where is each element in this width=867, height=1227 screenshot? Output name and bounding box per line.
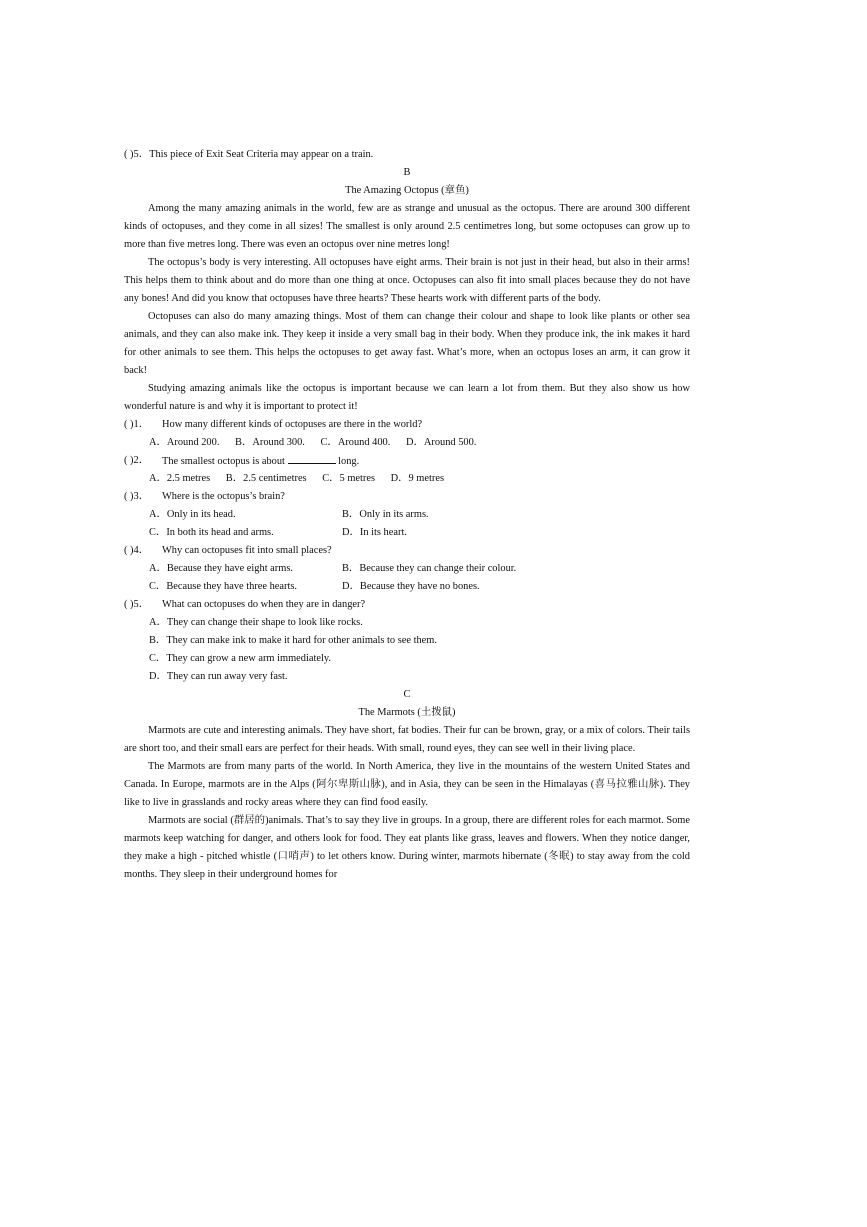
- option-d[interactable]: D．Around 500.: [405, 437, 477, 448]
- document-page: [124, 146, 690, 884]
- question-4-options-row-1: [124, 560, 690, 578]
- question-text: How many different kinds of octopuses are there in the world?: [162, 419, 423, 430]
- section-c-title: The Marmots (土拨鼠): [358, 707, 456, 718]
- option-a[interactable]: A．Because they have eight arms.: [149, 563, 293, 574]
- marmot-paragraph-3: Marmots are social (群居的)animals. That’s to say they live in groups. In a group, there are different roles for each marmot. Some marmots keep watching for danger, and others look for food. They eat plants like grass, leaves and flowers. When they notice danger, they make a high - pitched whistle (口哨声) to let others know. During winter, marmots hibernate (冬眠) to stay away from the cold months. They sleep in their underground homes for: [124, 815, 690, 880]
- section-c-letter: C: [403, 689, 411, 700]
- previous-question-5: ( )5．This piece of Exit Seat Criteria may appear on a train.: [124, 149, 374, 160]
- question-text-after: long.: [338, 456, 360, 467]
- question-number: ( )1．: [124, 419, 150, 430]
- question-3-options-row-1: [124, 506, 690, 524]
- option-d[interactable]: D．They can run away very fast.: [149, 671, 288, 682]
- octopus-paragraph-4: Studying amazing animals like the octopus is important because we can learn a lot from them. But they also show us how wonderful nature is and why it is important to protect it!: [124, 383, 690, 412]
- option-b[interactable]: B．Because they can change their colour.: [342, 563, 517, 574]
- question-3: [124, 488, 690, 506]
- question-number: ( )5．: [124, 599, 150, 610]
- question-2-options: [124, 470, 690, 488]
- option-d[interactable]: D．9 metres: [390, 473, 445, 484]
- question-text-before: The smallest octopus is about: [162, 456, 285, 467]
- option-b[interactable]: B．They can make ink to make it hard for other animals to see them.: [149, 635, 437, 646]
- option-c[interactable]: C．Around 400.: [320, 437, 391, 448]
- option-c[interactable]: C．In both its head and arms.: [149, 527, 274, 538]
- question-number: ( )3．: [124, 491, 150, 502]
- option-c[interactable]: C．They can grow a new arm immediately.: [149, 653, 331, 664]
- option-b[interactable]: B．Around 300.: [235, 437, 305, 448]
- option-d[interactable]: D．Because they have no bones.: [342, 581, 480, 592]
- question-5: [124, 596, 690, 614]
- question-4-options-row-2: [124, 578, 690, 596]
- option-a[interactable]: A．They can change their shape to look like rocks.: [149, 617, 363, 628]
- option-c[interactable]: C．5 metres: [322, 473, 376, 484]
- octopus-paragraph-1: Among the many amazing animals in the world, few are as strange and unusual as the octopus. There are around 300 different kinds of octopuses, and they come in all sizes! The smallest is only around 2.5 centimetres long, but some octopuses can grow up to more than five metres long. There was even an octopus over nine metres long!: [124, 203, 690, 250]
- marmot-paragraph-1: Marmots are cute and interesting animals. They have short, fat bodies. Their fur can be brown, gray, or a mix of colors. Their tails are short too, and their small ears are perfect for their heads. With small, round eyes, they can see well in their living place.: [124, 725, 690, 754]
- question-number: ( )2．: [124, 455, 150, 466]
- section-b-letter: B: [403, 167, 411, 178]
- question-3-options-row-2: [124, 524, 690, 542]
- question-1: [124, 416, 690, 434]
- option-d[interactable]: D．In its heart.: [342, 527, 407, 538]
- octopus-paragraph-3: Octopuses can also do many amazing things. Most of them can change their colour and shape to look like plants or other sea animals, and they can also make ink. They keep it inside a very small bag in their body. When they produce ink, the ink makes it hard for other animals to see them. This helps the octopuses to get away fast. What’s more, when an octopus loses an arm, it can grow it back!: [124, 311, 690, 376]
- question-1-options: [124, 434, 690, 452]
- option-b[interactable]: B．2.5 centimetres: [225, 473, 307, 484]
- answer-blank[interactable]: [288, 452, 336, 464]
- question-4: [124, 542, 690, 560]
- question-2: [124, 452, 690, 470]
- option-b[interactable]: B．Only in its arms.: [342, 509, 429, 520]
- section-b-title: The Amazing Octopus (章鱼): [345, 185, 469, 196]
- octopus-paragraph-2: The octopus’s body is very interesting. All octopuses have eight arms. Their brain is not just in their head, but also in their arms! This helps them to think about and do more than one thing at once. Octopuses can also fit into small places because they do not have any bones! And did you know that octopuses have three hearts? These hearts work with different parts of the body.: [124, 257, 690, 304]
- option-a[interactable]: A．2.5 metres: [149, 473, 211, 484]
- question-text: Why can octopuses fit into small places?: [162, 545, 332, 556]
- question-text: What can octopuses do when they are in danger?: [162, 599, 366, 610]
- marmot-paragraph-2: The Marmots are from many parts of the world. In North America, they live in the mountains of the western United States and Canada. In Europe, marmots are in the Alps (阿尔卑斯山脉), and in Asia, they can be seen in the Himalayas (喜马拉雅山脉). They like to live in grasslands and rocky areas where they can find food easily.: [124, 761, 690, 808]
- option-c[interactable]: C．Because they have three hearts.: [149, 581, 298, 592]
- question-number: ( )4．: [124, 545, 150, 556]
- option-a[interactable]: A．Around 200.: [149, 437, 220, 448]
- option-a[interactable]: A．Only in its head.: [149, 509, 236, 520]
- question-text: Where is the octopus’s brain?: [162, 491, 285, 502]
- question-text: [162, 452, 359, 470]
